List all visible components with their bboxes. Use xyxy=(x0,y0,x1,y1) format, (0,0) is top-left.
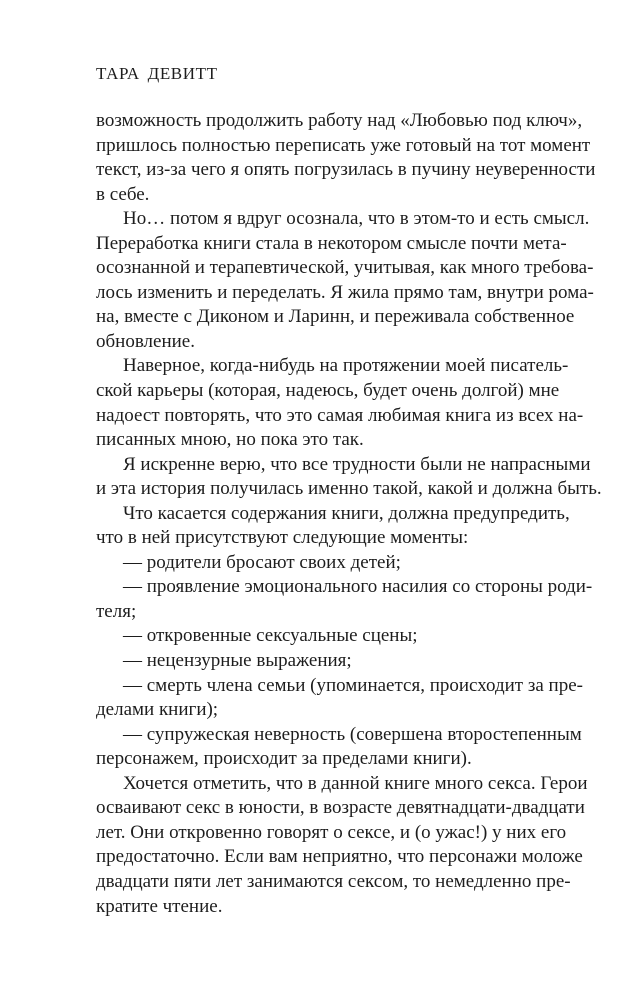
text-line: предостаточно. Если вам неприятно, что персонажи моложе xyxy=(96,846,583,868)
text-line: Наверное, когда-нибудь на протяжении моей писатель- xyxy=(123,355,569,377)
text-line: Я искренне верю, что все трудности были не напрасными xyxy=(123,453,591,475)
text-line: что в ней присутствуют следующие моменты: xyxy=(96,527,469,549)
text-line: — супружеская неверность (совершена второстепенным xyxy=(123,723,582,745)
text-line: — смерть члена семьи (упоминается, происходит за пре- xyxy=(123,674,583,696)
text-line: делами книги); xyxy=(96,699,219,721)
text-line: — проявление эмоционального насилия со стороны роди- xyxy=(123,576,593,598)
text-line: текст, из-за чего я опять погрузилась в пучину неуверенности xyxy=(96,159,596,181)
text-line: — родители бросают своих детей; xyxy=(123,551,401,573)
text-line: кратите чтение. xyxy=(96,895,223,917)
text-line: Что касается содержания книги, должна предупредить, xyxy=(123,502,570,524)
text-line: возможность продолжить работу над «Любовью под ключ», xyxy=(96,110,583,131)
text-line: писанных мною, но пока это так. xyxy=(96,429,364,451)
text-line: в себе. xyxy=(96,183,150,205)
text-line: — откровенные сексуальные сцены; xyxy=(123,625,418,647)
text-line: Хочется отметить, что в данной книге много секса. Герои xyxy=(123,772,588,794)
text-line: лет. Они откровенно говорят о сексе, и (о ужас!) у них его xyxy=(96,821,567,843)
text-line: Переработка книги стала в некотором смысле почти мета- xyxy=(96,232,567,254)
text-line: лось изменить и переделать. Я жила прямо там, внутри рома- xyxy=(96,281,594,303)
text-line: персонажем, происходит за пределами книги). xyxy=(96,748,472,770)
text-line: на, вместе с Диконом и Ларинн, и переживала собственное xyxy=(96,306,575,328)
text-line: и эта история получилась именно такой, какой и должна быть. xyxy=(96,478,602,500)
body-text xyxy=(96,109,602,919)
text-line: осознанной и терапевтической, учитывая, как много требова- xyxy=(96,257,594,279)
text-line: двадцати пяти лет занимаются сексом, то немедленно пре- xyxy=(96,870,571,892)
text-line: — нецензурные выражения; xyxy=(123,650,352,672)
text-line: пришлось полностью переписать уже готовый на тот момент xyxy=(96,134,591,156)
text-line: обновление. xyxy=(96,330,195,352)
text-line: теля; xyxy=(96,600,137,622)
text-line: осваивают секс в юности, в возрасте девятнадцати-двадцати xyxy=(96,797,585,819)
text-line: Но… потом я вдруг осознала, что в этом-то и есть смысл. xyxy=(123,208,590,230)
running-header: ТАРА ДЕВИТТ xyxy=(96,64,218,83)
text-line: ской карьеры (которая, надеюсь, будет очень долгой) мне xyxy=(96,380,560,402)
text-line: надоест повторять, что это самая любимая книга из всех на- xyxy=(96,404,584,426)
